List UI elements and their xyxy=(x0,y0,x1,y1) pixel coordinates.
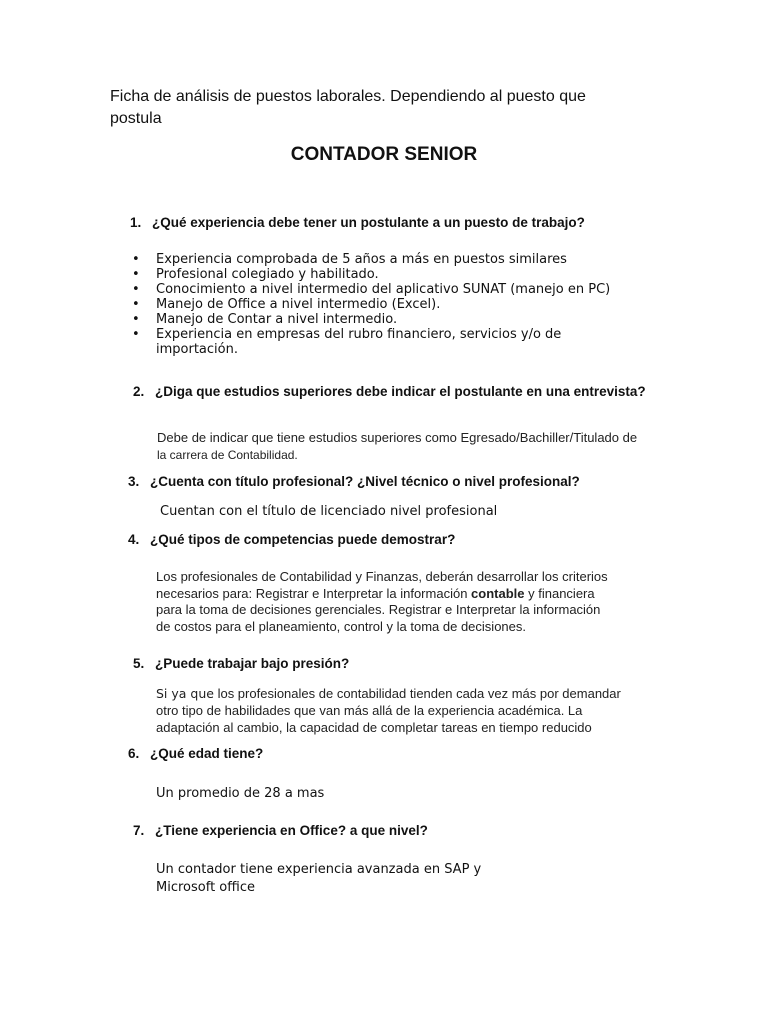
answer-7-line-2: Microsoft office xyxy=(156,880,255,895)
question-3-text: ¿Cuenta con título profesional? ¿Nivel técnico o nivel profesional? xyxy=(150,474,580,489)
question-1-number: 1. xyxy=(130,215,142,230)
question-1-text: ¿Qué experiencia debe tener un postulante a un puesto de trabajo? xyxy=(152,215,585,230)
question-7-text: ¿Tiene experiencia en Office? a que nivel? xyxy=(155,823,428,838)
answer-5-line-1 xyxy=(156,685,726,702)
answer-4-line-2-end: y financiera xyxy=(524,585,595,601)
answer-7-line-1: Un contador tiene experiencia avanzada en SAP y xyxy=(156,862,482,877)
answer-3: Cuentan con el título de licenciado nivel profesional xyxy=(160,504,498,519)
question-2-text: ¿Diga que estudios superiores debe indicar el postulante en una entrevista? xyxy=(155,384,646,399)
bullet-item: • Manejo de Contar a nivel intermedio. xyxy=(132,312,652,327)
answer-2 xyxy=(157,430,717,463)
answer-5 xyxy=(156,685,726,736)
question-4 xyxy=(128,532,455,547)
header-line-1: Ficha de análisis de puestos laborales. Dependiendo al puesto que xyxy=(110,88,586,105)
answer-4-line-3: para la toma de decisiones gerenciales. Registrar e Interpretar la información xyxy=(156,602,601,617)
experience-bullet-list xyxy=(132,252,652,357)
answer-4-line-4: de costos para el planeamiento, control y la toma de decisiones. xyxy=(156,618,526,634)
bullet-item: • Experiencia comprobada de 5 años a más en puestos similares xyxy=(132,252,652,267)
answer-4 xyxy=(156,569,716,635)
answer-4-line-1: Los profesionales de Contabilidad y Finanzas, deberán desarrollar los criterios xyxy=(156,569,608,584)
question-5 xyxy=(133,656,349,671)
document-header xyxy=(110,86,710,130)
bullet-item: • Conocimiento a nivel intermedio del aplicativo SUNAT (manejo en PC) xyxy=(132,282,652,297)
answer-4-line-2 xyxy=(156,586,716,603)
bullet-item: • Experiencia en empresas del rubro financiero, servicios y/o de importación. xyxy=(132,327,596,357)
bullet-item: • Manejo de Office a nivel intermedio (Excel). xyxy=(132,297,652,312)
bullet-item: • Profesional colegiado y habilitado. xyxy=(132,267,652,282)
question-4-text: ¿Qué tipos de competencias puede demostrar? xyxy=(150,532,456,547)
question-5-text: ¿Puede trabajar bajo presión? xyxy=(155,656,350,671)
question-3-number: 3. xyxy=(128,474,140,489)
document-title: CONTADOR SENIOR xyxy=(290,144,478,165)
answer-2-line-1: Debe de indicar que tiene estudios superiores como Egresado/Bachiller/Titulado de xyxy=(157,430,638,445)
header-line-2: postula xyxy=(110,110,162,127)
question-6 xyxy=(128,746,263,761)
answer-6: Un promedio de 28 a mas xyxy=(156,786,325,801)
question-2 xyxy=(133,384,646,399)
question-4-number: 4. xyxy=(128,532,140,547)
answer-2-line-2: la carrera de Contabilidad. xyxy=(157,447,298,462)
question-3 xyxy=(128,474,580,489)
question-1 xyxy=(130,215,585,230)
answer-4-bold-word: contable xyxy=(471,585,525,601)
question-2-number: 2. xyxy=(133,384,145,399)
answer-5-line-1-end: los profesionales de contabilidad tienden cada vez más por demandar xyxy=(213,686,621,701)
answer-4-line-2-start: necesarios para: Registrar e Interpretar la información xyxy=(156,585,472,601)
question-5-number: 5. xyxy=(133,656,145,671)
question-7 xyxy=(133,823,428,838)
question-6-text: ¿Qué edad tiene? xyxy=(150,746,264,761)
answer-5-line-3: adaptación al cambio, la capacidad de completar tareas en tiempo reducido xyxy=(156,720,592,735)
answer-5-line-2: otro tipo de habilidades que van más allá de la experiencia académica. La xyxy=(156,703,583,718)
question-6-number: 6. xyxy=(128,746,140,761)
answer-5-line-1-start: Si ya que xyxy=(156,686,214,701)
question-7-number: 7. xyxy=(133,823,145,838)
answer-7 xyxy=(156,861,481,897)
